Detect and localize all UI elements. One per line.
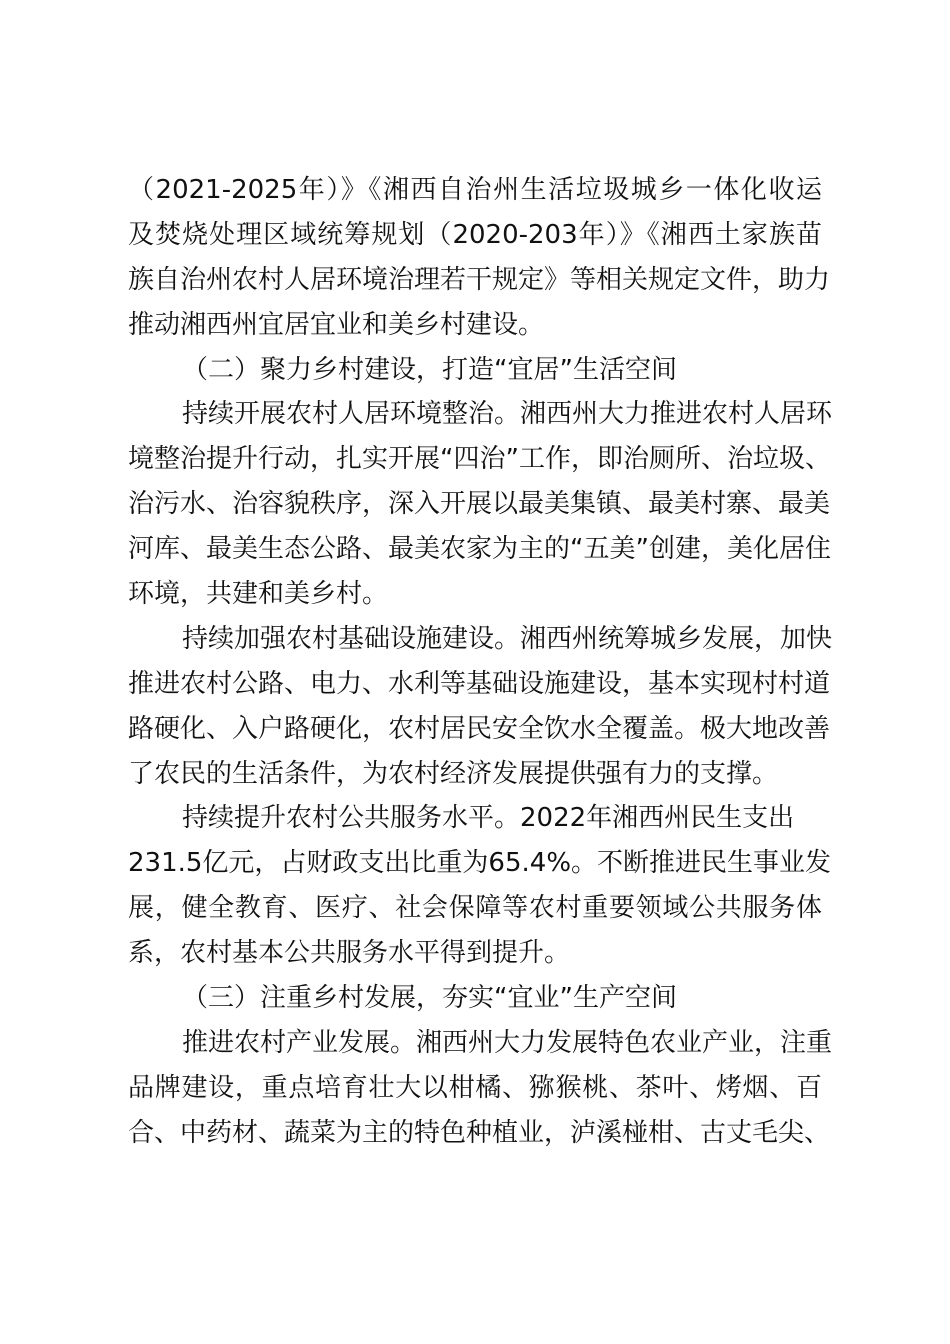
text-line: 境整治提升行动，扎实开展“四治”工作，即治厕所、治垃圾、: [128, 444, 831, 475]
text-line: 治污水、治容貌秩序，深入开展以最美集镇、最美村寨、最美: [128, 489, 831, 520]
section-heading: （三）注重乡村发展，夯实“宜业”生产空间: [182, 983, 677, 1014]
text-line: 持续开展农村人居环境整治。湘西州大力推进农村人居环: [182, 399, 833, 430]
text-line: 系，农村基本公共服务水平得到提升。: [128, 938, 571, 969]
text-line: （2021-2025年）》《湘西自治州生活垃圾城乡一体化收运: [128, 175, 822, 205]
text-line: 推动湘西州宜居宜业和美乡村建设。: [128, 309, 545, 340]
text-line: 持续加强农村基础设施建设。湘西州统筹城乡发展，加快: [182, 623, 833, 654]
text-line: 环境，共建和美乡村。: [128, 579, 389, 610]
text-line: 路硬化、入户路硬化，农村居民安全饮水全覆盖。极大地改善: [128, 713, 831, 744]
document-body: [128, 168, 833, 1156]
text-line: 持续提升农村公共服务水平。2022年湘西州民生支出: [182, 803, 795, 834]
text-line: 了农民的生活条件，为农村经济发展提供强有力的支撑。: [128, 758, 779, 789]
text-line: 231.5亿元，占财政支出比重为65.4%。不断推进民生事业发: [128, 848, 832, 879]
text-line: 族自治州农村人居环境治理若干规定》等相关规定文件，助力: [128, 264, 831, 295]
section-heading: （二）聚力乡村建设，打造“宜居”生活空间: [182, 354, 677, 385]
text-line: 品牌建设，重点培育壮大以柑橘、猕猴桃、茶叶、烤烟、百: [128, 1072, 822, 1103]
text-line: 推进农村产业发展。湘西州大力发展特色农业产业，注重: [182, 1027, 833, 1058]
text-line: 及焚烧处理区域统筹规划（2020-203年）》《湘西土家族苗: [128, 219, 822, 250]
text-line: 展，健全教育、医疗、社会保障等农村重要领域公共服务体: [128, 893, 822, 924]
text-line: 推进农村公路、电力、水利等基础设施建设，基本实现村村道: [128, 668, 831, 699]
text-line: 合、中药材、蔬菜为主的特色种植业，泸溪椪柑、古丈毛尖、: [128, 1117, 831, 1148]
text-line: 河库、最美生态公路、最美农家为主的“五美”创建，美化居住: [128, 534, 831, 565]
